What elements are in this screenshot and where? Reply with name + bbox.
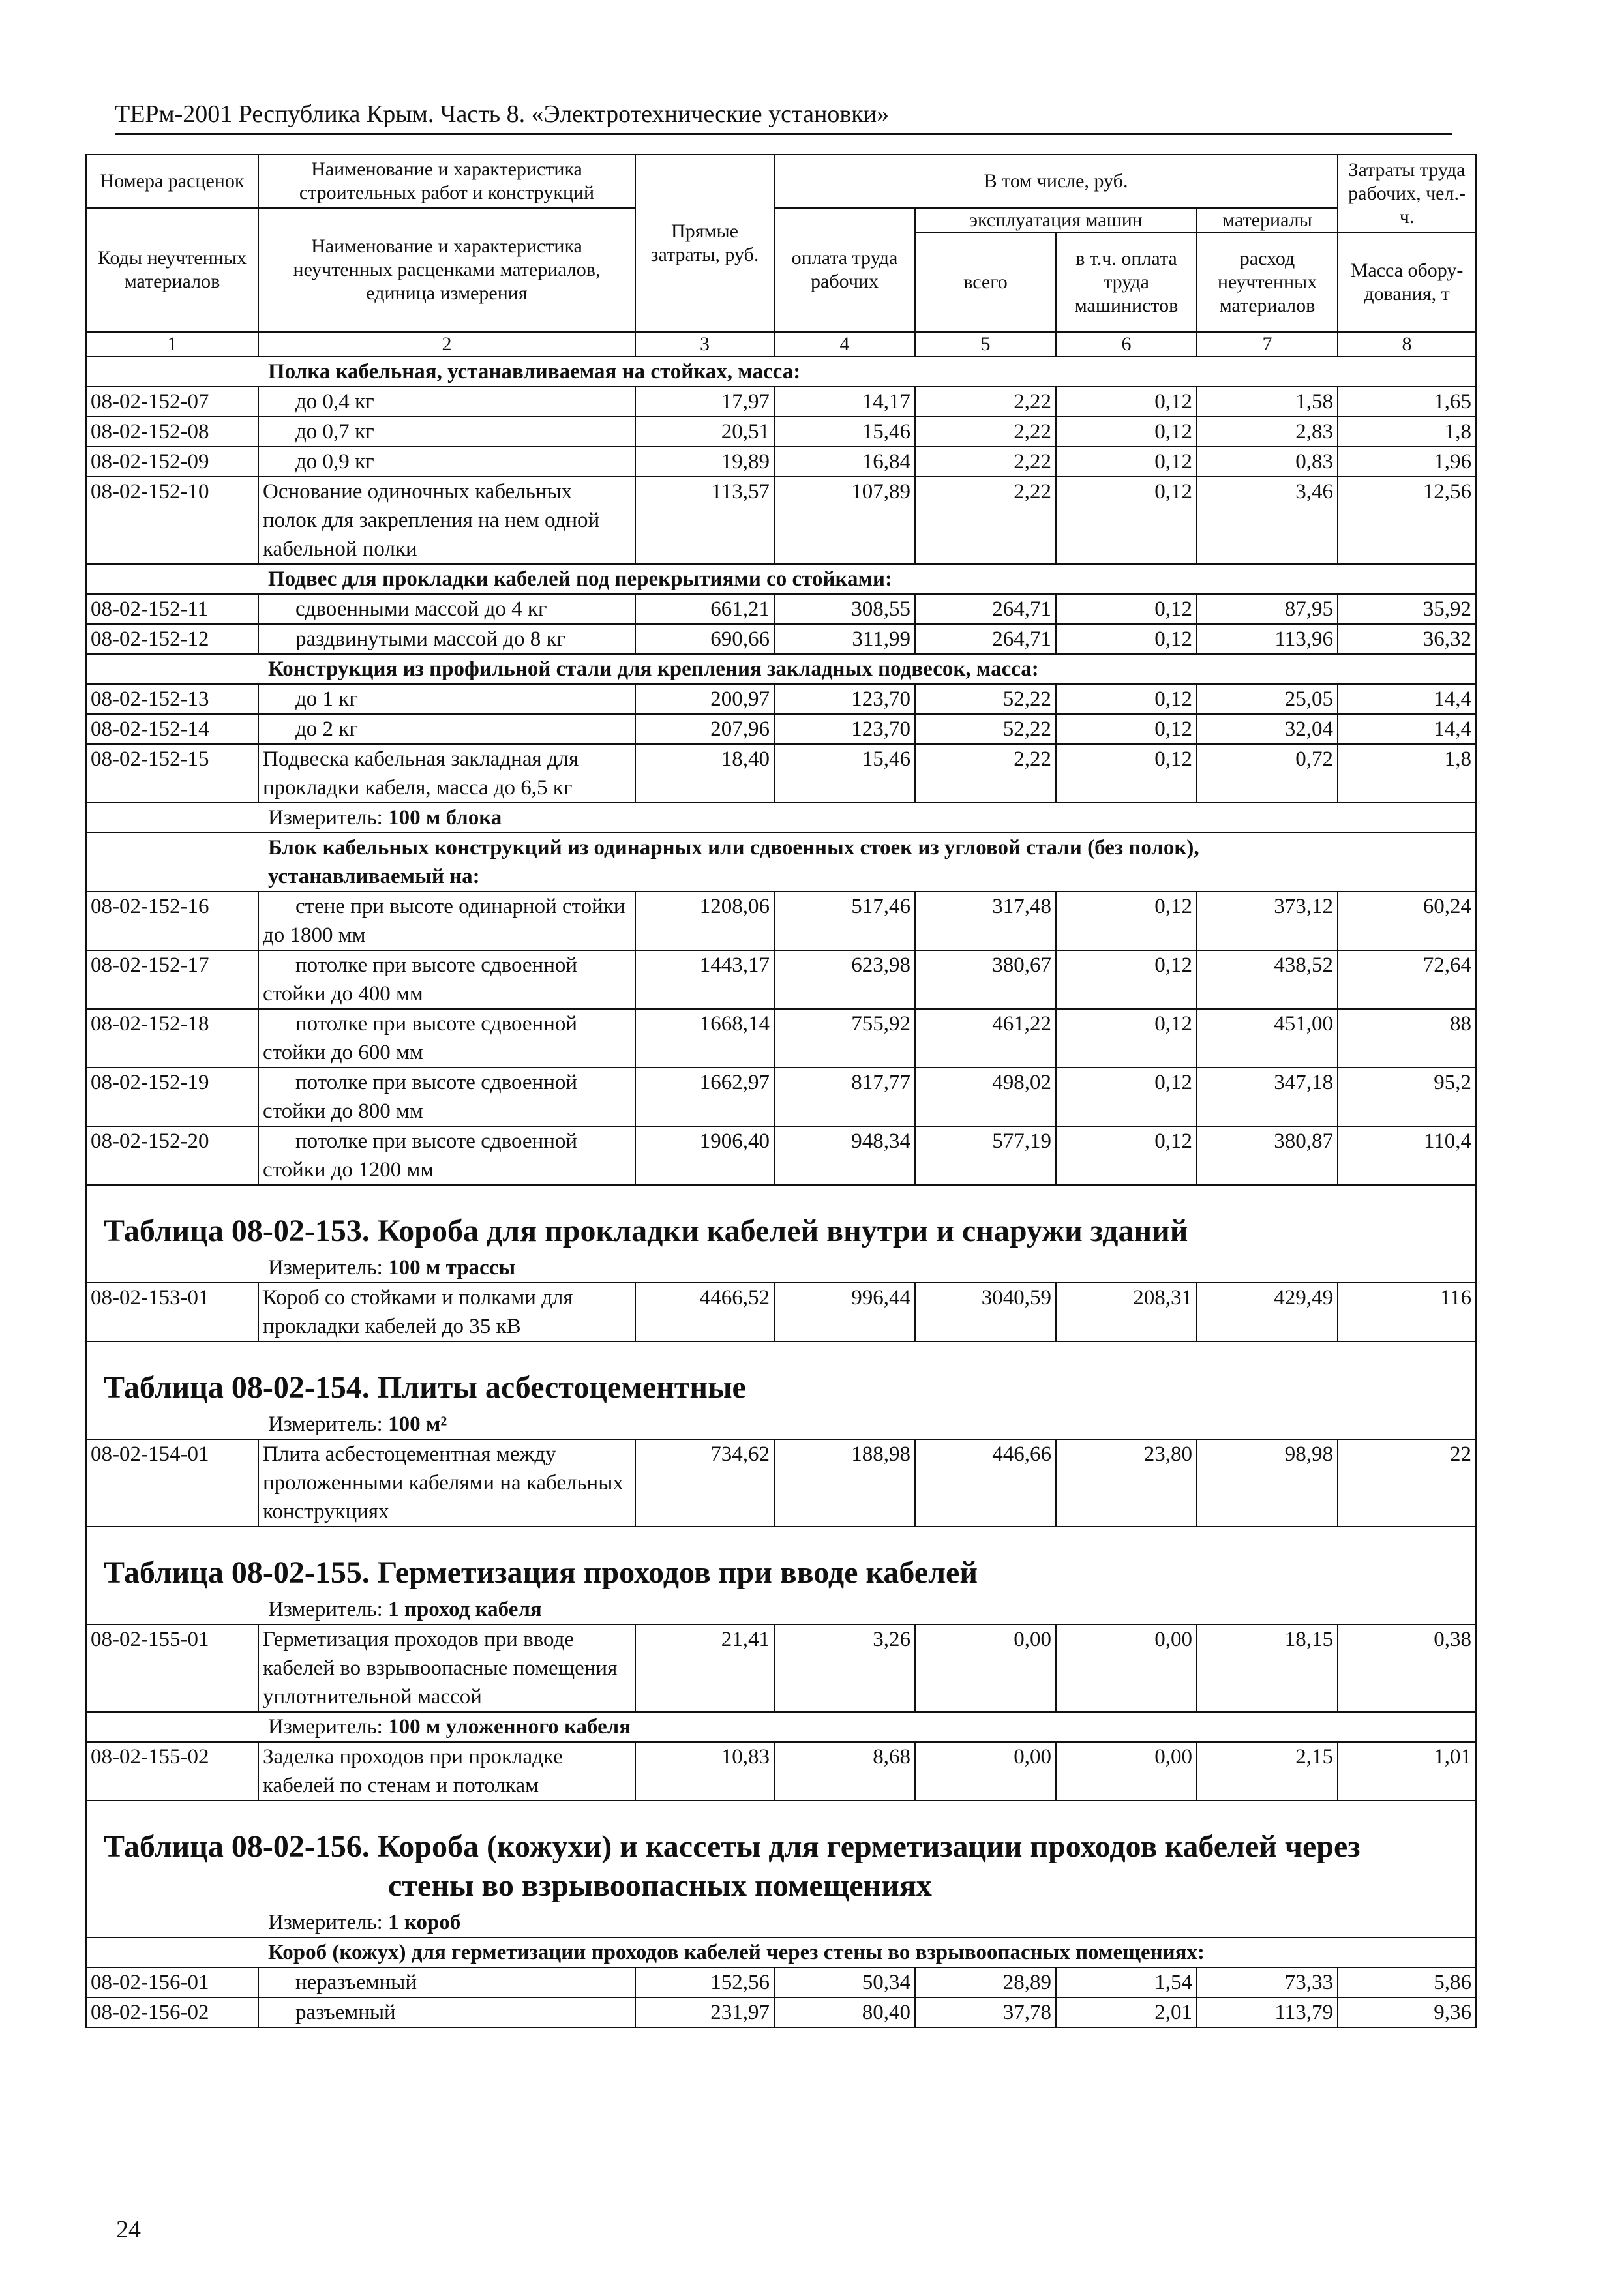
machine-total: 2,22 <box>915 417 1056 447</box>
table-row <box>86 1009 1476 1068</box>
machine-total: 2,22 <box>915 477 1056 564</box>
direct-costs: 4466,52 <box>635 1283 774 1341</box>
table-row <box>86 744 1476 803</box>
worker-pay: 517,46 <box>774 891 915 950</box>
labor-costs: 12,56 <box>1338 477 1476 564</box>
direct-costs: 20,51 <box>635 417 774 447</box>
materials: 98,98 <box>1197 1439 1338 1527</box>
rate-name: до 2 кг <box>258 714 635 744</box>
running-header: ТЕРм-2001 Республика Крым. Часть 8. «Электротехнические установки» <box>115 98 1452 135</box>
section-title: Полка кабельная, устанавливаемая на стойках, масса: <box>86 357 1476 387</box>
table-row <box>86 624 1476 654</box>
rate-name: Основание одиночных кабельных полок для закрепления на нем одной кабельной полки <box>258 477 635 564</box>
machinist-pay: 0,12 <box>1056 1009 1197 1068</box>
machinist-pay: 0,12 <box>1056 684 1197 714</box>
table-row <box>86 1126 1476 1185</box>
direct-costs: 18,40 <box>635 744 774 803</box>
table-row <box>86 447 1476 477</box>
machine-total: 317,48 <box>915 891 1056 950</box>
machine-total: 28,89 <box>915 1967 1056 1997</box>
labor-costs: 35,92 <box>1338 594 1476 624</box>
materials: 1,58 <box>1197 387 1338 417</box>
labor-costs: 9,36 <box>1338 1997 1476 2027</box>
labor-costs: 95,2 <box>1338 1068 1476 1126</box>
rate-name: до 1 кг <box>258 684 635 714</box>
rate-code: 08-02-152-13 <box>86 684 258 714</box>
direct-costs: 734,62 <box>635 1439 774 1527</box>
table-row <box>86 950 1476 1009</box>
head-material-name: Наименование и характеристика неучтенных расценками материалов, единица измерения <box>258 208 635 332</box>
labor-costs: 14,4 <box>1338 684 1476 714</box>
materials: 0,83 <box>1197 447 1338 477</box>
table-row <box>86 417 1476 447</box>
rate-name: стене при высоте одинарной стойки до 1800 мм <box>258 891 635 950</box>
head-including: В том числе, руб. <box>774 155 1338 208</box>
worker-pay: 817,77 <box>774 1068 915 1126</box>
machine-total: 2,22 <box>915 744 1056 803</box>
materials: 113,96 <box>1197 624 1338 654</box>
machinist-pay: 1,54 <box>1056 1967 1197 1997</box>
direct-costs: 690,66 <box>635 624 774 654</box>
machine-total: 0,00 <box>915 1742 1056 1801</box>
materials: 429,49 <box>1197 1283 1338 1341</box>
direct-costs: 10,83 <box>635 1742 774 1801</box>
materials: 0,72 <box>1197 744 1338 803</box>
table-row <box>86 891 1476 950</box>
direct-costs: 21,41 <box>635 1624 774 1712</box>
worker-pay: 123,70 <box>774 714 915 744</box>
rate-code: 08-02-152-09 <box>86 447 258 477</box>
col-num: 6 <box>1056 332 1197 357</box>
measure-unit: Измеритель: 100 м трассы <box>86 1253 1476 1283</box>
labor-costs: 1,96 <box>1338 447 1476 477</box>
direct-costs: 661,21 <box>635 594 774 624</box>
table-row <box>86 1068 1476 1126</box>
rate-code: 08-02-153-01 <box>86 1283 258 1341</box>
labor-costs: 1,01 <box>1338 1742 1476 1801</box>
rate-name: потолке при высоте сдвоенной стойки до 400 мм <box>258 950 635 1009</box>
rate-name: до 0,7 кг <box>258 417 635 447</box>
machine-total: 461,22 <box>915 1009 1056 1068</box>
direct-costs: 231,97 <box>635 1997 774 2027</box>
rate-code: 08-02-152-19 <box>86 1068 258 1126</box>
table-row <box>86 684 1476 714</box>
measure-unit: Измеритель: 100 м уложенного кабеля <box>86 1712 1476 1742</box>
worker-pay: 14,17 <box>774 387 915 417</box>
direct-costs: 200,97 <box>635 684 774 714</box>
col-num: 8 <box>1338 332 1476 357</box>
rate-code: 08-02-152-07 <box>86 387 258 417</box>
rate-code: 08-02-152-08 <box>86 417 258 447</box>
rate-name: разъемный <box>258 1997 635 2027</box>
head-machine-operation: эксплуатация машин <box>915 208 1197 233</box>
rate-code: 08-02-152-18 <box>86 1009 258 1068</box>
machinist-pay: 0,12 <box>1056 744 1197 803</box>
labor-costs: 110,4 <box>1338 1126 1476 1185</box>
page-number: 24 <box>116 2216 141 2243</box>
materials: 438,52 <box>1197 950 1338 1009</box>
labor-costs: 1,65 <box>1338 387 1476 417</box>
labor-costs: 0,38 <box>1338 1624 1476 1712</box>
table-row <box>86 1742 1476 1801</box>
rate-name: Подвеска кабельная закладная для прокладки кабеля, масса до 6,5 кг <box>258 744 635 803</box>
head-material-codes: Коды неучтенных материалов <box>86 208 258 332</box>
rate-name: Герметизация проходов при вводе кабелей во взрывоопасные помещения уплотнительной массой <box>258 1624 635 1712</box>
rates-sheet <box>85 154 1475 2110</box>
rate-name: потолке при высоте сдвоенной стойки до 1200 мм <box>258 1126 635 1185</box>
machinist-pay: 0,12 <box>1056 891 1197 950</box>
machinist-pay: 0,00 <box>1056 1624 1197 1712</box>
head-labor-costs: Затраты труда рабочих, чел.-ч. <box>1338 155 1476 233</box>
table-row <box>86 1283 1476 1341</box>
machine-total: 37,78 <box>915 1997 1056 2027</box>
col-num: 1 <box>86 332 258 357</box>
materials: 25,05 <box>1197 684 1338 714</box>
machine-total: 264,71 <box>915 594 1056 624</box>
machinist-pay: 0,12 <box>1056 594 1197 624</box>
rate-name: потолке при высоте сдвоенной стойки до 800 мм <box>258 1068 635 1126</box>
table-row <box>86 1439 1476 1527</box>
worker-pay: 16,84 <box>774 447 915 477</box>
labor-costs: 5,86 <box>1338 1967 1476 1997</box>
rate-name: раздвинутыми массой до 8 кг <box>258 624 635 654</box>
worker-pay: 623,98 <box>774 950 915 1009</box>
direct-costs: 1443,17 <box>635 950 774 1009</box>
head-machinist-pay: в т.ч. оплата труда машинистов <box>1056 233 1197 332</box>
table-row <box>86 477 1476 564</box>
materials: 32,04 <box>1197 714 1338 744</box>
head-materials: материалы <box>1197 208 1338 233</box>
measure-unit: Измеритель: 1 короб <box>86 1908 1476 1937</box>
direct-costs: 1662,97 <box>635 1068 774 1126</box>
table-row <box>86 714 1476 744</box>
head-material-consumption: расход неучтенных материалов <box>1197 233 1338 332</box>
head-rate-numbers: Номера расценок <box>86 155 258 208</box>
rate-code: 08-02-152-20 <box>86 1126 258 1185</box>
rate-code: 08-02-156-02 <box>86 1997 258 2027</box>
labor-costs: 1,8 <box>1338 417 1476 447</box>
col-num: 4 <box>774 332 915 357</box>
labor-costs: 116 <box>1338 1283 1476 1341</box>
worker-pay: 15,46 <box>774 744 915 803</box>
direct-costs: 19,89 <box>635 447 774 477</box>
worker-pay: 50,34 <box>774 1967 915 1997</box>
section-title: Короб (кожух) для герметизации проходов кабелей через стены во взрывоопасных помещениях: <box>86 1937 1476 1967</box>
rate-code: 08-02-156-01 <box>86 1967 258 1997</box>
worker-pay: 3,26 <box>774 1624 915 1712</box>
rate-name: сдвоенными массой до 4 кг <box>258 594 635 624</box>
machinist-pay: 0,12 <box>1056 950 1197 1009</box>
rate-name: Плита асбестоцементная между проложенными кабелями на кабельных конструкциях <box>258 1439 635 1527</box>
table-row <box>86 1997 1476 2027</box>
section-title: Конструкция из профильной стали для крепления закладных подвесок, масса: <box>86 654 1476 684</box>
machinist-pay: 0,12 <box>1056 624 1197 654</box>
materials: 18,15 <box>1197 1624 1338 1712</box>
labor-costs: 72,64 <box>1338 950 1476 1009</box>
col-num: 2 <box>258 332 635 357</box>
machinist-pay: 208,31 <box>1056 1283 1197 1341</box>
table-title: Таблица 08-02-156. Короба (кожухи) и кассеты для герметизации проходов кабелей через стены во взрывоопасных помещениях <box>104 1829 1361 1903</box>
rate-name: Короб со стойками и полками для прокладки кабелей до 35 кВ <box>258 1283 635 1341</box>
machinist-pay: 0,12 <box>1056 477 1197 564</box>
direct-costs: 1668,14 <box>635 1009 774 1068</box>
table-row <box>86 1624 1476 1712</box>
machinist-pay: 0,00 <box>1056 1742 1197 1801</box>
machine-total: 2,22 <box>915 447 1056 477</box>
direct-costs: 152,56 <box>635 1967 774 1997</box>
machinist-pay: 0,12 <box>1056 387 1197 417</box>
machine-total: 3040,59 <box>915 1283 1056 1341</box>
head-machine-total: всего <box>915 233 1056 332</box>
machinist-pay: 0,12 <box>1056 417 1197 447</box>
table-row <box>86 1967 1476 1997</box>
labor-costs: 22 <box>1338 1439 1476 1527</box>
rate-code: 08-02-152-17 <box>86 950 258 1009</box>
head-work-name: Наименование и характеристика строительных работ и конструкций <box>258 155 635 208</box>
worker-pay: 123,70 <box>774 684 915 714</box>
materials: 73,33 <box>1197 1967 1338 1997</box>
materials: 380,87 <box>1197 1126 1338 1185</box>
machine-total: 2,22 <box>915 387 1056 417</box>
worker-pay: 15,46 <box>774 417 915 447</box>
direct-costs: 1906,40 <box>635 1126 774 1185</box>
worker-pay: 948,34 <box>774 1126 915 1185</box>
worker-pay: 107,89 <box>774 477 915 564</box>
labor-costs: 88 <box>1338 1009 1476 1068</box>
measure-unit: Измеритель: 100 м блока <box>86 803 1476 833</box>
rate-name: неразъемный <box>258 1967 635 1997</box>
machinist-pay: 0,12 <box>1056 447 1197 477</box>
rate-code: 08-02-152-10 <box>86 477 258 564</box>
machine-total: 380,67 <box>915 950 1056 1009</box>
labor-costs: 14,4 <box>1338 714 1476 744</box>
materials: 3,46 <box>1197 477 1338 564</box>
rate-code: 08-02-152-16 <box>86 891 258 950</box>
materials: 347,18 <box>1197 1068 1338 1126</box>
machine-total: 52,22 <box>915 684 1056 714</box>
materials: 87,95 <box>1197 594 1338 624</box>
direct-costs: 1208,06 <box>635 891 774 950</box>
table-row <box>86 594 1476 624</box>
materials: 2,83 <box>1197 417 1338 447</box>
col-num: 5 <box>915 332 1056 357</box>
col-num: 7 <box>1197 332 1338 357</box>
machinist-pay: 2,01 <box>1056 1997 1197 2027</box>
machinist-pay: 23,80 <box>1056 1439 1197 1527</box>
labor-costs: 60,24 <box>1338 891 1476 950</box>
materials: 451,00 <box>1197 1009 1338 1068</box>
worker-pay: 8,68 <box>774 1742 915 1801</box>
rate-code: 08-02-155-02 <box>86 1742 258 1801</box>
section-title: Блок кабельных конструкций из одинарных или сдвоенных стоек из угловой стали (без полок), устанавливаемый на: <box>86 833 1476 891</box>
machine-total: 264,71 <box>915 624 1056 654</box>
rate-code: 08-02-152-12 <box>86 624 258 654</box>
head-worker-pay: оплата труда рабочих <box>774 208 915 332</box>
worker-pay: 80,40 <box>774 1997 915 2027</box>
machine-total: 0,00 <box>915 1624 1056 1712</box>
worker-pay: 311,99 <box>774 624 915 654</box>
measure-unit: Измеритель: 1 проход кабеля <box>86 1595 1476 1624</box>
machine-total: 446,66 <box>915 1439 1056 1527</box>
table-title: Таблица 08-02-155. Герметизация проходов при вводе кабелей <box>104 1555 978 1590</box>
rate-code: 08-02-155-01 <box>86 1624 258 1712</box>
head-equipment-mass: Масса обору-дования, т <box>1338 233 1476 332</box>
worker-pay: 755,92 <box>774 1009 915 1068</box>
direct-costs: 113,57 <box>635 477 774 564</box>
table-row <box>86 387 1476 417</box>
machinist-pay: 0,12 <box>1056 1068 1197 1126</box>
rate-name: Заделка проходов при прокладке кабелей по стенам и потолкам <box>258 1742 635 1801</box>
rate-code: 08-02-152-14 <box>86 714 258 744</box>
materials: 2,15 <box>1197 1742 1338 1801</box>
col-num: 3 <box>635 332 774 357</box>
materials: 373,12 <box>1197 891 1338 950</box>
labor-costs: 36,32 <box>1338 624 1476 654</box>
rate-name: до 0,9 кг <box>258 447 635 477</box>
worker-pay: 188,98 <box>774 1439 915 1527</box>
machine-total: 498,02 <box>915 1068 1056 1126</box>
direct-costs: 207,96 <box>635 714 774 744</box>
rate-code: 08-02-152-11 <box>86 594 258 624</box>
direct-costs: 17,97 <box>635 387 774 417</box>
machine-total: 52,22 <box>915 714 1056 744</box>
rate-code: 08-02-154-01 <box>86 1439 258 1527</box>
machinist-pay: 0,12 <box>1056 1126 1197 1185</box>
labor-costs: 1,8 <box>1338 744 1476 803</box>
table-title: Таблица 08-02-154. Плиты асбестоцементные <box>104 1370 746 1405</box>
machine-total: 577,19 <box>915 1126 1056 1185</box>
worker-pay: 996,44 <box>774 1283 915 1341</box>
rate-name: потолке при высоте сдвоенной стойки до 600 мм <box>258 1009 635 1068</box>
section-title: Подвес для прокладки кабелей под перекрытиями со стойками: <box>86 564 1476 594</box>
machinist-pay: 0,12 <box>1056 714 1197 744</box>
rates-table <box>85 154 1477 2028</box>
head-direct-costs: Прямые затраты, руб. <box>635 155 774 332</box>
rate-code: 08-02-152-15 <box>86 744 258 803</box>
table-title: Таблица 08-02-153. Короба для прокладки кабелей внутри и снаружи зданий <box>104 1214 1188 1248</box>
materials: 113,79 <box>1197 1997 1338 2027</box>
measure-unit: Измеритель: 100 м² <box>86 1410 1476 1439</box>
worker-pay: 308,55 <box>774 594 915 624</box>
rate-name: до 0,4 кг <box>258 387 635 417</box>
